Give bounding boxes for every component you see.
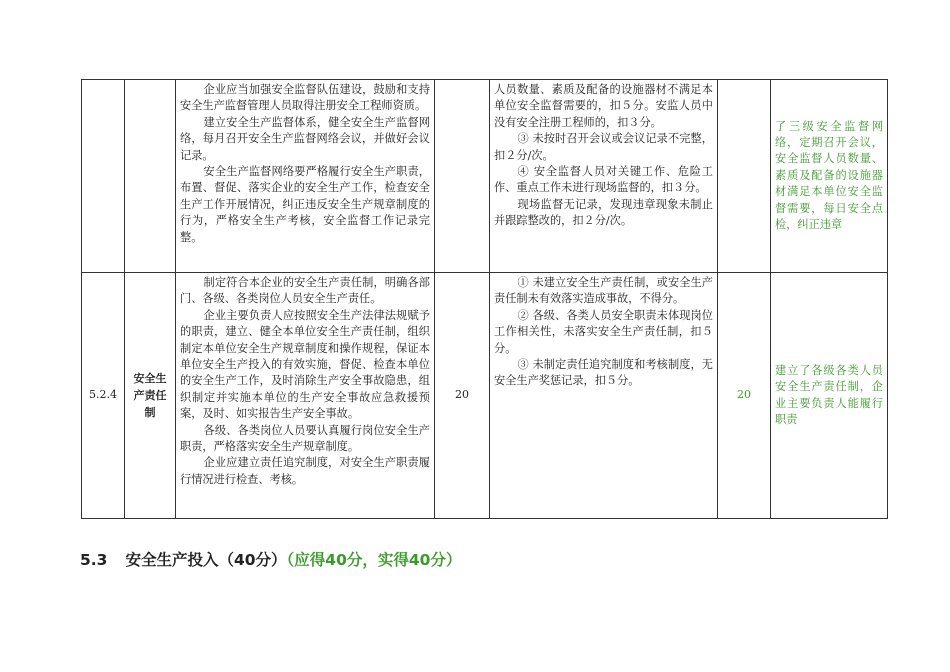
actual-text: 建立了各级各类人员安全生产责任制，企业主要负责人能履行职责 <box>775 363 883 426</box>
content-paragraph: 安全生产监督网络要严格履行安全生产职责，布置、督促、落实企业的安全生产工作，检查安全生产工作开展情况，纠正违反安全生产规章制度的行为，严格安全生产考核，安全监督工作记录完整。 <box>180 165 430 244</box>
content-paragraph: 企业应当加强安全监督队伍建设，鼓励和支持安全生产监督管理人员取得注册安全工程师资质。 <box>180 83 430 113</box>
content-paragraph: 企业应建立责任追究制度，对安全生产职责履行情况进行检查、考核。 <box>180 456 430 486</box>
section-heading <box>80 548 461 570</box>
actual-score: 20 <box>718 273 771 519</box>
rule-paragraph: 现场监督无记录，发现违章现象未制止并跟踪整改的，扣２分/次。 <box>494 197 713 228</box>
rule-paragraph: ② 各级、各类人员安全职责未体现岗位工作相关性，未落实安全生产责任制，扣５分。 <box>494 308 713 355</box>
scoring-rules <box>490 80 718 273</box>
content-paragraph: 企业主要负责人应按照安全生产法律法规赋予的职责，建立、健全本单位安全生产责任制，组织制定本单位安全生产规章制度和操作规程，保证本单位安全生产投入的有效实施，督促、检查本单位的安全生产工作，及时消除生产安全事故隐患，组织制定并实施本单位的生产安全事故应急救援预案，及时、如实报告生产安全事故。 <box>180 308 430 421</box>
standard-table <box>81 79 888 519</box>
actual-description <box>771 80 888 273</box>
standard-score <box>435 80 490 273</box>
rule-paragraph: ① 未建立安全生产责任制，或安全生产责任制未有效落实造成事故，不得分。 <box>494 276 713 306</box>
table-row <box>82 80 888 273</box>
rule-paragraph: ③ 未制定责任追究制度和考核制度，无安全生产奖惩记录，扣５分。 <box>494 358 713 388</box>
rule-paragraph: 人员数量、素质及配备的设施器材不满足本单位安全监督需要的，扣５分。安监人员中没有安全注册工程师的，扣３分。 <box>494 83 713 129</box>
rule-paragraph: ④ 安全监督人员对关键工作、危险工作、重点工作未进行现场监督的，扣３分。 <box>494 165 713 195</box>
content-paragraph: 制定符合本企业的安全生产责任制，明确各部门、各级、各类岗位人员安全生产责任。 <box>180 276 430 306</box>
content-paragraph: 各级、各类岗位人员要认真履行岗位安全生产职责，严格落实安全生产规章制度。 <box>180 423 430 454</box>
standard-score: 20 <box>435 273 490 519</box>
actual-text: 了三级安全监督网络，定期召开会议，安全监督人员数量、素质及配备的设施器材满足本单位安全监督需要，每日安全点检，纠正违章 <box>775 119 883 232</box>
actual-score <box>718 80 771 273</box>
item-name <box>125 80 176 273</box>
item-number <box>82 80 125 273</box>
content-paragraph: 建立安全生产监督体系，健全安全生产监督网络，每月召开安全生产监督网络会议，并做好会议记录。 <box>180 115 430 162</box>
scoring-rules <box>490 273 718 519</box>
section-number: 5.3 <box>80 551 108 569</box>
item-content <box>176 80 435 273</box>
section-result: （应得40分，实得40分） <box>286 551 462 569</box>
item-name: 安全生产责任制 <box>125 273 176 519</box>
actual-description <box>771 273 888 519</box>
item-content <box>176 273 435 519</box>
item-number: 5.2.4 <box>82 273 125 519</box>
table-row <box>82 273 888 519</box>
section-title: 安全生产投入（40分） <box>125 551 287 569</box>
rule-paragraph: ③ 未按时召开会议或会议记录不完整，扣２分/次。 <box>494 132 713 162</box>
